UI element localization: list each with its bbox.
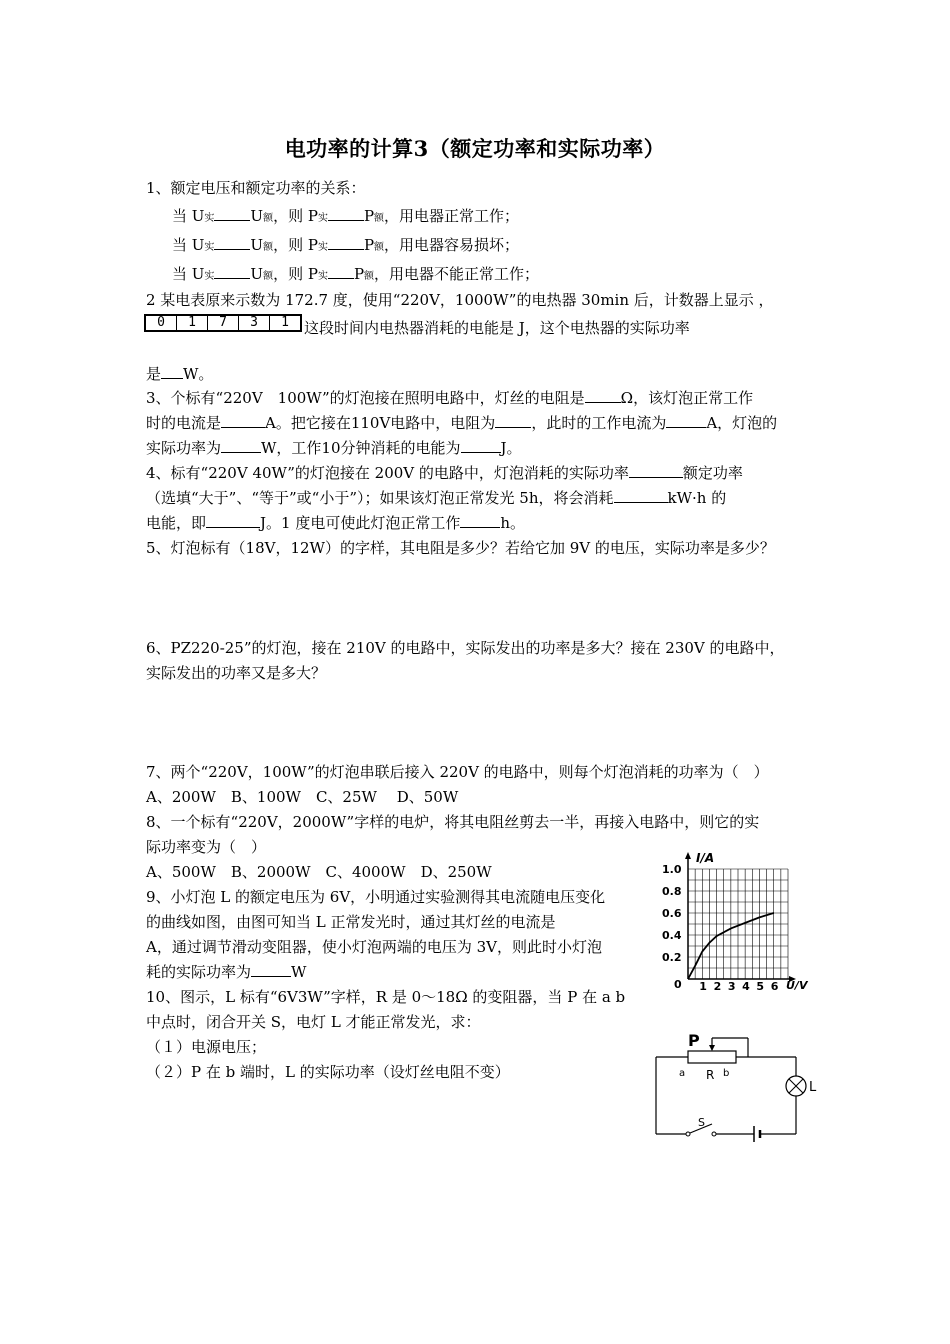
y-tick-label: 0.6 xyxy=(662,907,682,920)
meter-digit: 0 xyxy=(146,316,177,330)
q5-line: 5、灯泡标有（18V，12W）的字样，其电阻是多少？若给它加 9V 的电压，实际功率是多少？ xyxy=(146,539,775,557)
blank[interactable] xyxy=(214,264,250,279)
meter-digit: 1 xyxy=(281,315,289,330)
q3-line-1: 3、个标有“220V 100W”的灯泡接在照明电路中，灯丝的电阻是 Ω，该灯泡正常工作 xyxy=(146,389,754,407)
blank[interactable] xyxy=(251,962,291,977)
meter-digit: 7 xyxy=(208,316,239,330)
meter-digit: 3 xyxy=(239,316,270,330)
q8-line-1: 8、一个标有“220V，2000W”字样的电炉，将其电阻丝剪去一半，再接入电路中，则它的实 xyxy=(146,813,760,831)
q2-line-3: 是 W。 xyxy=(146,365,214,383)
slider-arrow-icon xyxy=(709,1045,715,1051)
q10-line-1: 10、图示，L 标有“6V3W”字样，R 是 0～18Ω 的变阻器，当 P 在 a b xyxy=(146,988,626,1006)
q1-header: 1、额定电压和额定功率的关系： xyxy=(146,179,366,197)
x-tick-label: 2 xyxy=(713,980,722,993)
blank[interactable] xyxy=(206,513,260,528)
blank[interactable] xyxy=(221,413,265,428)
y-tick-label: 0.8 xyxy=(662,885,682,898)
q9-line-3: A，通过调节滑动变阻器，使小灯泡两端的电压为 3V，则此时小灯泡 xyxy=(146,938,602,956)
rheostat xyxy=(688,1051,736,1063)
label-a: a xyxy=(679,1068,686,1079)
switch-contact xyxy=(712,1132,716,1136)
label-r: R xyxy=(706,1068,715,1082)
q9-line-2: 的曲线如图，由图可知当 L 正常发光时，通过其灯丝的电流是 xyxy=(146,913,556,931)
origin-label: 0 xyxy=(674,978,682,991)
q8-options: A、500W B、2000W C、4000W D、250W xyxy=(146,863,492,881)
q2-line-2: 这段时间内电热器消耗的电能是 J，这个电热器的实际功率 xyxy=(304,319,690,337)
iu-graph xyxy=(660,848,825,993)
x-axis-label: U/V xyxy=(786,979,808,992)
blank[interactable] xyxy=(214,235,250,250)
q1-row-3: 当 U实 U额，则 P实 P额，用电器不能正常工作； xyxy=(172,265,540,283)
y-axis-arrow-icon xyxy=(685,852,691,859)
q10-line-2: 中点时，闭合开关 S，电灯 L 才能正常发光，求： xyxy=(146,1013,481,1031)
blank[interactable] xyxy=(328,235,364,250)
switch-contact xyxy=(686,1132,690,1136)
label-b: b xyxy=(723,1068,730,1079)
q2-line-1: 2 某电表原来示数为 172.7 度，使用“220V，1000W”的电热器 30min 后，计数器上显示 ， xyxy=(146,291,774,309)
blank[interactable] xyxy=(221,438,261,453)
x-tick-label: 5 xyxy=(756,980,765,993)
x-tick-label: 6 xyxy=(770,980,779,993)
q8-line-2: 际功率变为（ ） xyxy=(146,838,267,856)
q7-line-1: 7、两个“220V，100W”的灯泡串联后接入 220V 的电路中，则每个灯泡消耗的功率为（ ） xyxy=(146,763,769,781)
y-tick-label: 0.4 xyxy=(662,929,682,942)
blank[interactable] xyxy=(629,463,683,478)
q9-line-1: 9、小灯泡 L 的额定电压为 6V，小明通过实验测得其电流随电压变化 xyxy=(146,888,606,906)
x-tick-label: 3 xyxy=(727,980,736,993)
blank[interactable] xyxy=(614,488,668,503)
q4-line-2: （选填“大于”、“等于”或“小于”）；如果该灯泡正常发光 5h，将会消耗 kW·h 的 xyxy=(146,489,727,507)
q3-line-3: 实际功率为 W，工作10分钟消耗的电能为 J。 xyxy=(146,439,522,457)
blank[interactable] xyxy=(666,413,706,428)
circuit-diagram xyxy=(648,1024,820,1150)
q10-line-3: （１）电源电压； xyxy=(146,1038,267,1056)
q1-row-1: 当 U实 U额，则 P实 P额，用电器正常工作； xyxy=(172,207,520,225)
q4-line-3: 电能，即 J。1 度电可使此灯泡正常工作 h。 xyxy=(146,514,526,532)
label-s: S xyxy=(698,1116,705,1129)
graph-grid xyxy=(688,869,788,979)
blank[interactable] xyxy=(328,264,354,279)
page-title: 电功率的计算3（额定功率和实际功率） xyxy=(284,136,666,161)
q3-line-2: 时的电流是 A。把它接在110V电路中，电阻为 ，此时的工作电流为 A，灯泡的 xyxy=(146,414,778,432)
meter-digit: 1 xyxy=(177,316,208,330)
blank[interactable] xyxy=(328,206,364,221)
meter-display xyxy=(144,314,302,332)
q4-line-1: 4、标有“220V 40W”的灯泡接在 200V 的电路中，灯泡消耗的实际功率 额定功率 xyxy=(146,464,743,482)
blank[interactable] xyxy=(495,413,531,428)
q1-row-2: 当 U实 U额，则 P实 P额，用电器容易损坏； xyxy=(172,236,520,254)
y-tick-label: 0.2 xyxy=(662,951,682,964)
blank[interactable] xyxy=(461,438,501,453)
y-tick-label: 1.0 xyxy=(662,863,682,876)
blank[interactable] xyxy=(585,388,621,403)
q10-line-4: （２）P 在 b 端时，L 的实际功率（设灯丝电阻不变） xyxy=(146,1063,510,1081)
x-tick-label: 1 xyxy=(699,980,707,993)
q6-line-1: 6、PZ220-25”的灯泡，接在 210V 的电路中，实际发出的功率是多大？接在 230V 的电路中， xyxy=(146,639,785,657)
blank[interactable] xyxy=(460,513,500,528)
q7-options: A、200W B、100W C、25W D、50W xyxy=(146,788,459,806)
q6-line-2: 实际发出的功率又是多大？ xyxy=(146,664,327,682)
label-p: P xyxy=(688,1031,700,1050)
blank[interactable] xyxy=(161,364,183,379)
blank[interactable] xyxy=(214,206,250,221)
q9-line-4: 耗的实际功率为 W xyxy=(146,963,307,981)
label-l: L xyxy=(809,1080,817,1095)
y-axis-label: I/A xyxy=(696,851,715,865)
x-tick-label: 4 xyxy=(742,980,750,993)
